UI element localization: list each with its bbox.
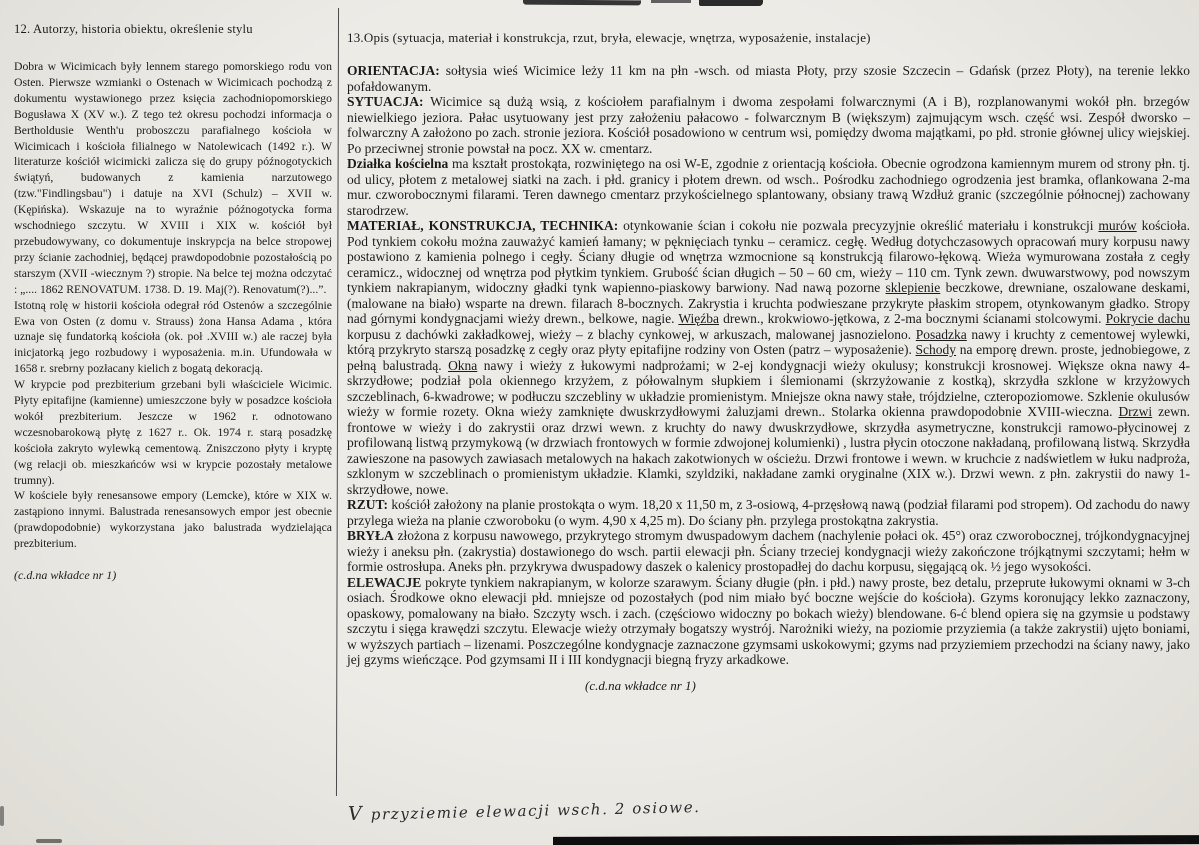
right-continuation-note: (c.d.na wkładce nr 1) <box>585 677 696 693</box>
description-paragraphs <box>347 63 1190 668</box>
bold-term: Działka kościelna <box>347 156 449 171</box>
section-12-column <box>14 22 332 583</box>
text-run: pokryte tynkiem nakrapianym, w kolorze szarawym. Ściany długie (płn. i płd.) nawy proste, bez detalu, przeprute łukowymi oknami w 3-ch osiach. Środkowe okno elewacji płd. mniejsze od pozostałych (pod nim miało być boczne wejście do kościoła). Gzyms koronujący lekko zaznaczony, opaskowy, pomalowany na biało. Szczyty wsch. i zach. (częściowo widoczny po bokach wieży) blendowane. 6-ć blend opiera się na gzymsie u podstawy szczytu i sięga krawędzi szczytu. Elewacje wieży otrzymały bogatszy wystrój. Narożniki wieży, na poziomie przyziemia (a także zakrystii) ujęto boniami, w wyższych partiach – lizenami. Poszczególne kondygnacje zaznaczone gzymsami uskokowymi; gzyms nad przyziemiem przechodzi na ściany nawy, jako jej gzyms wieńczące. Pod gzymsami II i III kondygnacji biegną fryzy arkadkowe. <box>347 574 1190 667</box>
paragraph <box>347 156 1190 218</box>
bold-term: MATERIAŁ, KONSTRUKCJA, TECHNIKA: <box>347 218 619 233</box>
paragraph <box>347 528 1190 575</box>
section-12-heading: 12. Autorzy, historia obiektu, określenie stylu <box>14 22 253 36</box>
text-run: beczkowe, drewniane, oszalowane deskami, (malowane na biało) wsparte na drewn. filarach 8-bocznych. Zakrystia i kruchta podwieszane przykryte płaskim stropem, otynkowanym gładko. Stropy nad górnymi kondygnacjami wieży drewn., belkowe, nagie. <box>347 280 1190 326</box>
text-run: otynkowanie ścian i cokołu nie pozwala precyzyjnie określić materiału i konstrukcji <box>618 218 1099 233</box>
scan-artifact-top-smudge <box>699 0 763 6</box>
column-divider-line <box>336 8 339 796</box>
text-run: sołtysia wieś Wicimice leży 11 km na płn -wsch. od miasta Płoty, przy szosie Szczecin – Gdańsk (przez Płoty), na terenie lekko pofałdowanym. <box>347 63 1190 94</box>
scan-artifact-bottom-edge-bar <box>553 835 1199 845</box>
underlined-term: Posadzka <box>915 326 967 342</box>
paragraph <box>347 218 1190 497</box>
underlined-term: sklepienie <box>885 280 941 295</box>
section-13-column <box>347 30 1190 694</box>
underlined-term: Pokrycie dachu <box>1105 311 1190 326</box>
paragraph <box>347 497 1190 528</box>
bold-term: BRYŁA <box>347 528 394 543</box>
scan-artifact-left-edge-mark <box>0 806 4 826</box>
paragraph: W kościele były renesansowe empory (Lemcke), które w XIX w. zastąpiono innymi. Balustrada renesansowych empor jest obecnie (prawdopodobnie) wykorzystana jako balustrada wydzielająca prezbiterium. <box>14 489 332 551</box>
scan-artifact-top-smudge <box>523 0 641 5</box>
text-run: kościół założony na planie prostokąta o wym. 18,20 x 11,50 m, z 3-osiową, 4-przęsłową nawą (podział filarami pod stropem). Od zachodu do nawy przylega wieża na planie czworoboku (o wym. 4,90 x 4,25 m). Do ściany płn. przylega prostokątna zakrystia. <box>347 497 1190 528</box>
text-run: nawy i wieży z łukowymi nadprożami; w 2-ej kondygnacji wieży okulusy; konstrukcji krosnowej. Większe okna nawy 4-skrzydłowe; podział pola okiennego krzyżem, z półowalnym słupkiem i ślemionami (skrzyżowanie z kostką), skrzydła szklone w krzyżowych szczeblinach, 6-kwadrowe; w podłuczu szczebliny w układzie promienistym. Mniejsze okna nawy stałe, trójdzielne, czteropoziomowe. Szklenie okulusów wieży w formie rozety. Okna wieży zamknięte dwuskrzydłowymi żaluzjami drewn.. Stolarka okienna prawdopodobnie XVIII-wieczna. <box>347 357 1190 419</box>
underlined-term: murów <box>1098 218 1137 233</box>
bold-term: RZUT: <box>347 497 389 512</box>
handwritten-note-text: przyziemie elewacji wsch. 2 osiowe. <box>370 798 701 824</box>
text-run: ma kształt prostokąta, rozwiniętego na osi W-E, zgodnie z orientacją kościoła. Obecnie ogrodzona kamiennym murem od strony płn. tj. od ulicy, płotem z metalowej siatki na zach. i płd. granicy i płotem drewn. od wsch.. Pośrodku zachodniego ogrodzenia jest bramka, oflankowana 2-ma mur. czworobocznymi filarami. Teren dawnego cmentarz przykościelnego splantowany, obsiany trawą Wzdłuż granic (szczególnie północnej) zachowany starodrzew. <box>347 156 1191 218</box>
bold-term: ELEWACJE <box>347 574 422 590</box>
left-continuation-note: (c.d.na wkładce nr 1) <box>14 568 117 583</box>
paragraph: Istotną rolę w historii kościoła odegrał ród Ostenów a szczególnie Ewa von Osten (z domu v. Strauss) żona Hansa Adama , która uznaje się fundatorką kościoła (ok. poł .XVIII w.) ale raczej była inicjatorką jego rozbudowy i wyposażenia. m.in. Ufundowała w 1658 r. srebrny pozłacany kielich z bogatą dekoracją. <box>14 298 332 376</box>
text-run: złożona z korpusu nawowego, przykrytego stromym dwuspadowym dachem (nachylenie połaci ok. 45°) oraz czworobocznej, trójkondygnacyjnej wieży i aneksu płn. (zakrystia) dostawionego do wsch. partii elewacji płn. Ściany trzeciej kondygnacji wieży zakończone trójkątnymi szczytami; hełm w formie ostrosłupa. Aneks płn. przykrywa dwuspadowy daszek o kalenicy prostopadłej do dachu korpusu, sięgającą ok. ½ jego wysokości. <box>347 528 1190 574</box>
history-paragraphs <box>14 59 332 552</box>
underlined-term: Drzwi <box>1118 404 1153 419</box>
section-13-heading: 13.Opis (sytuacja, materiał i konstrukcja, rzut, bryła, elewacje, wnętrza, wyposażenie, instalacje) <box>347 30 871 45</box>
paragraph <box>347 63 1190 94</box>
bold-term: SYTUACJA: <box>347 94 424 109</box>
paragraph <box>347 575 1190 668</box>
text-run: kościoła. Pod tynkiem cokołu można zauważyć kamień łamany; w pęknięciach tynku – ceramicz. cegłę. Według dotychczasowych opracowań mury korpusu nawy postawiono z kamienia polnego i cegły. Ściany długie od wnętrza wzmocnione są konstrukcją filarowo-łękową. Wieża wymurowana została z cegły ceramicz., widocznej od wnętrza pod płytkim tynkiem. Grubość ścian długich – 50 – 60 cm, wieży – 110 cm. Tynk zewn. dwuwarstwowy, pod nowszym tynkiem nakrapianym, widoczny gładki tynk wapienno-piaskowy barwiony. Nad nawą pozorne <box>347 218 1191 295</box>
text-run: nawy i kruchty z cementowej wylewki, którą przykryto starszą posadzkę z cegły oraz płyty epitafijne rodziny von Osten (patrz – wyposażenie). <box>347 326 1190 357</box>
underlined-term: Schody <box>915 342 957 357</box>
underlined-term: Więźba <box>678 311 719 326</box>
text-run: na emporę drewn. proste, jednobiegowe, z pełną balustradą. <box>347 342 1190 373</box>
bold-term: ORIENTACJA: <box>347 63 440 78</box>
scan-artifact-top-smudge <box>651 0 691 3</box>
handwritten-check-mark: V <box>347 802 363 825</box>
handwritten-annotation <box>348 795 701 825</box>
scan-artifact-bottom-smudge <box>36 839 62 843</box>
paragraph: Dobra w Wicimicach były lennem starego pomorskiego rodu von Osten. Pierwsze wzmianki o Ostenach w Wicimicach pochodzą z dokumentu wystawionego przez księcia zachodniopomorskiego Bogusława X (XV w.). Z tego też okresu pochodzi informacja o Bertholdusie Wenth'u proboszczu parafialnego kościoła w Wicimicach i kościoła filialnego w Natolewicach (1492 r.). W literaturze kościół wicimicki zalicza się do grupy późnogotyckich świątyń, budowanych z kamienia narzutowego (tzw."Findlingsbau") i datuje na XVI (Schulz) – XVII w. (Kępińska). Wskazuje na to wyraźnie późnogotycka forma wschodniego szczytu. W XVIII i XIX w. kościół był przebudowywany, co dokumentuje inskrypcja na belce stropowej przy ścianie zachodniej, będącej prawdopodobnie pozostałością po starszym (XVII -wiecznym ?) stropie. Na belce tej można odczytać : „.... 1862 RENOVATUM. 1738. D. 19. Maj(?). Renovatum(?)...”. <box>14 60 332 296</box>
underlined-term: Okna <box>448 357 478 373</box>
paragraph: W krypcie pod prezbiterium grzebani byli właściciele Wicimic. Płyty epitafijne (kamienne) umieszczone były w posadzce kościoła wokół prezbiterium. Jeszcze w 1962 r. odnotowano wczesnobarokową płytę z 1627 r.. Ok. 1974 r. starą posadzkę kościoła zakryto wylewką cementową. Zniszczono płyty i kryptę (wg relacji ob. mieszkańców wsi w krypcie pozostały metalowe trumny). <box>14 378 332 487</box>
text-run: Wicimice są dużą wsią, z kościołem parafialnym i dwoma zespołami folwarcznymi (A i B), rozplanowanymi wokół płn. brzegów niewielkiego jeziora. Pałac usytuowany jest przy założeniu pałacowo - folwarcznym B (większym) zajmującym wsch. część wsi. Zespół dworsko – folwarczny A założono po zach. stronie jeziora. Kościół posadowiono w centrum wsi, pomiędzy dwoma majątkami, po płd. stronie głównej ulicy wiejskiej. Po przeciwnej stronie powstał na pocz. XX w. cmentarz. <box>347 94 1190 156</box>
text-run: korpusu z dachówki zakładkowej, wieży – z blachy cynkowej, w arkuszach, malowanej jasnozielono. <box>347 326 916 342</box>
text-run: drewn., krokwiowo-jętkowa, z 2-ma bocznymi ścianami stolcowymi. <box>719 311 1106 326</box>
paragraph <box>347 94 1190 156</box>
text-run: zewn. frontowe w wieży i do zakrystii oraz drzwi wewn. z kruchty do nawy dwuskrzydłowe, skrzydła asymetryczne, konstrukcji ramowo-płycinowej z profilowaną listwą przymykową (w drzwiach frontowych w formie zdwojonej kolumienki) , lustra płycin otoczone nakładaną, profilowaną listwą. Skrzydła zawieszone na pasowych zawiasach metalowych na hakach zakotwionych w ościeżu. Drzwi frontowe i wewn. w kruchcie z nadświetlem w łuku nadproża, szklonym w szczeblinach o promienistym układzie. Klamki, szyldziki, nakładane zamki oryginalne (XIX w.). Drzwi wewn. z płn. zakrystii do nawy 1-skrzydłowe, nowe. <box>347 404 1190 497</box>
